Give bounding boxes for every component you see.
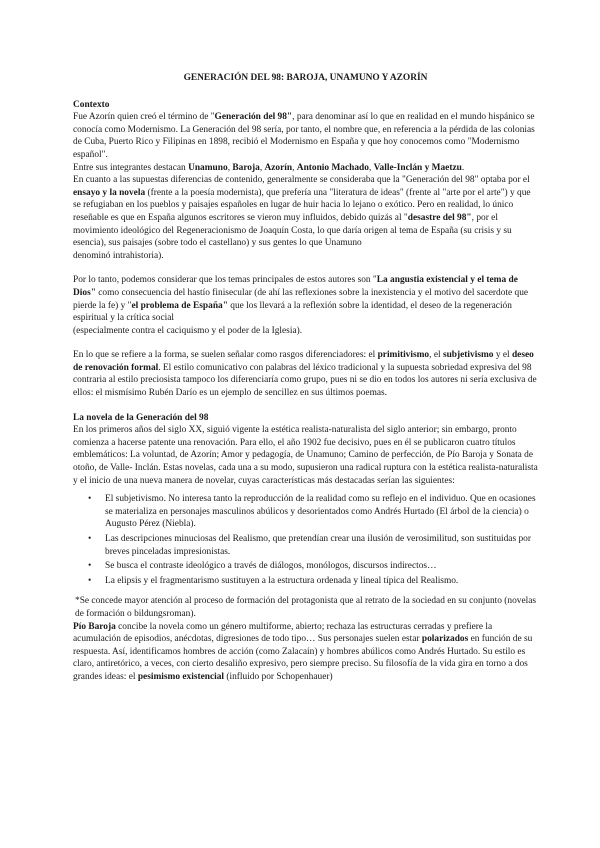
list-item: • La elipsis y el fragmentarismo sustituyen a la estructura ordenada y lineal típica del Realismo. [73, 575, 538, 588]
list-item: • Se busca el contraste ideológico a través de diálogos, monólogos, discursos indirectos… [73, 560, 538, 573]
novel-paragraph-2: *Se concede mayor atención al proceso de formación del protagonista que al retrato de la sociedad en su conjunto (novelas de formación o bildungsroman). [75, 596, 537, 619]
context-paragraph-5: En lo que se refiere a la forma, se suelen señalar como rasgos diferenciadores: el primitivismo, el subjetivismo y el deseo de renovación formal. El estilo comunicativo con palabras del léxico tradicional y la supuesta sobriedad expresiva del 98 contraria al estilo preciosista tampoco los diferenciaría como grupo, pues ni se dio en todos los autores ni sería exclusiva de ellos: el mismísimo Rubén Darío es un ejemplo de sencillez en sus últimos poemas. [73, 350, 537, 399]
context-heading: Contexto [73, 99, 110, 110]
novel-paragraph-3: Pío Baroja concibe la novela como un género multiforme, abierto; rechaza las estructuras cerradas y prefiere la acumulación de episodios, anécdotas, digresiones de todo tipo… Sus personajes suelen estar polarizados en función de su respuesta. Así, identificamos hombres de acción (como Zalacaín) y hombres abúlicos como Andrés Hurtado. Su estilo es claro, antiretórico, a veces, con cierto desaliño expresivo, pero siempre preciso. Su filosofía de la vida gira en torno a dos grandes ideas: el pesimismo existencial (influido por Schopenhauer) [73, 621, 533, 682]
context-paragraph-3-tail: denominó intrahistoria). [73, 250, 164, 261]
context-paragraph-3: En cuanto a las supuestas diferencias de contenido, generalmente se consideraba que la "Generación del 98" optaba por el ensayo y la novela (frente a la poesía modernista), que prefería una "literatura de ideas" (frente al "arte por el arte") y que se refugiaban en los pueblos y paisajes españoles en lugar de huir hacia lo lejano o exótico. Pero en realidad, lo único reseñable es que en España algunos escritores se vieron muy influidos, debido quizás al "desastre del 98", por el movimiento ideológico del Regeneracionismo de Joaquín Costa, lo que daría origen al tema de España (su crisis y su esencia), sus paisajes (sobre todo el castellano) y sus gentes lo que Unamuno [73, 175, 531, 249]
list-item: • El subjetivismo. No interesa tanto la reproducción de la realidad como su reflejo en el individuo. Que en ocasiones se materializa en personajes masculinos abúlicos y desorientados como Andrés Hurtado (El árbol de la ciencia) o Augusto Pérez (Niebla). [73, 493, 538, 531]
context-paragraph-2: Entre sus integrantes destacan Unamuno, Baroja, Azorín, Antonio Machado, Valle-Inclán y Maetzu. [73, 162, 465, 173]
context-paragraph-4-tail: (especialmente contra el caciquismo y el poder de la Iglesia). [73, 325, 303, 336]
novel-heading: La novela de la Generación del 98 [73, 412, 209, 423]
context-paragraph-1: Fue Azorín quien creó el término de "Generación del 98", para denominar así lo que en realidad en el mundo hispánico se conocía como Modernismo. La Generación del 98 sería, por tanto, el nombre que, en referencia a la pérdida de las colonias de Cuba, Puerto Rico y Filipinas en 1898, recibió el Modernismo en España y que hoy conocemos como "Modernismo español". [73, 112, 535, 160]
list-item: • Las descripciones minuciosas del Realismo, que pretendían crear una ilusión de verosimilitud, son sustituidas por breves pinceladas impresionistas. [73, 533, 538, 558]
context-paragraph-4: Por lo tanto, podemos considerar que los temas principales de estos autores son "La angustia existencial y el tema de Dios" como consecuencia del hastío finisecular (de ahí las reflexiones sobre la inexistencia y el motivo del sacerdote que pierde la fe) y "el problema de España" que los llevará a la reflexión sobre la identidad, el deseo de la regeneración espiritual y la crítica social [73, 275, 529, 324]
page-title: GENERACIÓN DEL 98: BAROJA, UNAMUNO Y AZORÍN [183, 73, 428, 83]
novel-features-list [73, 493, 538, 587]
novel-paragraph-1: En los primeros años del siglo XX, siguió vigente la estética realista-naturalista del siglo anterior; sin embargo, pronto comienza a hacerse patente una renovación. Para ello, el año 1902 fue decisivo, pues en él se publicaron cuatro títulos emblemáticos: La voluntad, de Azorín; Amor y pedagogía, de Unamuno; Camino de perfección, de Pío Baroja y Sonata de otoño, de Valle- Inclán. Estas novelas, cada una a su modo, supusieron una radical ruptura con la estética realista-naturalista y el inicio de una nueva manera de novelar, cuyas características más destacadas serían las siguientes: [73, 425, 538, 486]
